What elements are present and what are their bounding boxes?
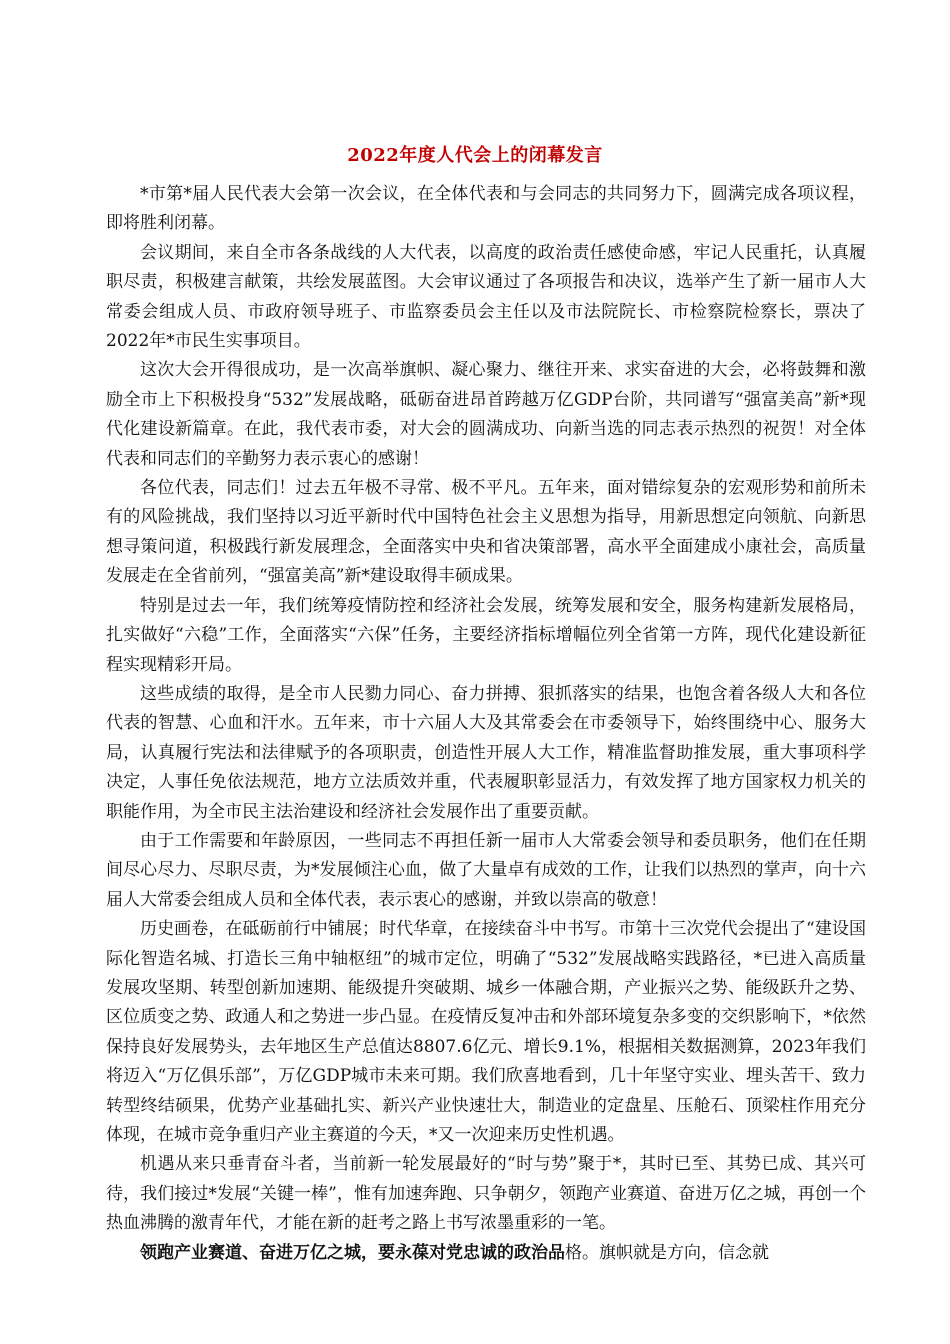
bold-heading-text: 领跑产业赛道、奋进万亿之城，要永葆对党忠诚的政治品	[140, 1242, 565, 1263]
paragraph: 历史画卷，在砥砺前行中铺展；时代华章，在接续奋斗中书写。市第十三次党代会提出了“建设国际化智造名城、打造长三角中轴枢纽”的城市定位，明确了“532”发展战略实践路径，*已进入高质量发展攻坚期、转型创新加速期、能级提升突破期、城乡一体融合期，产业振兴之势、能级跃升之势、区位质变之势、政通人和之势进一步凸显。在疫情反复冲击和外部环境复杂多变的交织影响下，*依然保持良好发展势头，去年地区生产总值达8807.6亿元、增长9.1%，根据相关数据测算，2023年我们将迈入“万亿俱乐部”，万亿GDP城市未来可期。我们欣喜地看到，几十年坚守实业、埋头苦干、致力转型终结硕果，优势产业基础扎实、新兴产业快速壮大，制造业的定盘星、压舱石、顶梁柱作用充分体现，在城市竞争重归产业主赛道的今天，*又一次迎来历史性机遇。	[106, 919, 866, 1145]
paragraph: 会议期间，来自全市各条战线的人大代表，以高度的政治责任感使命感，牢记人民重托，认真履职尽责，积极建言献策，共绘发展蓝图。大会审议通过了各项报告和决议，选举产生了新一届市人大常委会组成人员、市政府领导班子、市监察委员会主任以及市法院院长、市检察院检察长，票决了2022年*市民生实事项目。	[106, 242, 866, 352]
paragraph-partial	[106, 1239, 866, 1268]
paragraph: 机遇从来只垂青奋斗者，当前新一轮发展最好的“时与势”聚于*，其时已至、其势已成、其兴可待，我们接过*发展“关键一棒”，惟有加速奔跑、只争朝夕，领跑产业赛道、奋进万亿之城，再创一个热血沸腾的激青年代，才能在新的赶考之路上书写浓墨重彩的一笔。	[106, 1154, 866, 1234]
document-body	[106, 180, 866, 1268]
document-title: 2022年度人代会上的闭幕发言	[347, 145, 603, 166]
paragraph-text: 格。旗帜就是方向，信念就	[565, 1242, 769, 1263]
paragraph: 特别是过去一年，我们统筹疫情防控和经济社会发展，统筹发展和安全，服务构建新发展格局，扎实做好“六稳”工作，全面落实“六保”任务，主要经济指标增幅位列全省第一方阵，现代化建设新征程实现精彩开局。	[106, 595, 866, 675]
paragraph: 这些成绩的取得，是全市人民勠力同心、奋力拼搏、狠抓落实的结果，也饱含着各级人大和各位代表的智慧、心血和汗水。五年来，市十六届人大及其常委会在市委领导下，始终围绕中心、服务大局，认真履行宪法和法律赋予的各项职责，创造性开展人大工作，精准监督助推发展，重大事项科学决定，人事任免依法规范，地方立法质效并重，代表履职彰显活力，有效发挥了地方国家权力机关的职能作用，为全市民主法治建设和经济社会发展作出了重要贡献。	[106, 683, 866, 822]
paragraph: 各位代表，同志们！过去五年极不寻常、极不平凡。五年来，面对错综复杂的宏观形势和前所未有的风险挑战，我们坚持以习近平新时代中国特色社会主义思想为指导，用新思想定向领航、向新思想寻策问道，积极践行新发展理念，全面落实中央和省决策部署，高水平全面建成小康社会，高质量发展走在全省前列，“强富美高”新*建设取得丰硕成果。	[106, 478, 866, 587]
paragraph: 这次大会开得很成功，是一次高举旗帜、凝心聚力、继往开来、求实奋进的大会，必将鼓舞和激励全市上下积极投身“532”发展战略，砥砺奋进昂首跨越万亿GDP台阶，共同谱写“强富美高”新*现代化建设新篇章。在此，我代表市委，对大会的圆满成功、向新当选的同志表示热烈的祝贺！对全体代表和同志们的辛勤努力表示衷心的感谢！	[106, 360, 866, 469]
paragraph: *市第*届人民代表大会第一次会议，在全体代表和与会同志的共同努力下，圆满完成各项议程，即将胜利闭幕。	[106, 184, 866, 234]
paragraph: 由于工作需要和年龄原因，一些同志不再担任新一届市人大常委会领导和委员职务，他们在任期间尽心尽力、尽职尽责，为*发展倾注心血，做了大量卓有成效的工作，让我们以热烈的掌声，向十六届人大常委会组成人员和全体代表，表示衷心的感谢，并致以崇高的敬意！	[106, 830, 866, 910]
